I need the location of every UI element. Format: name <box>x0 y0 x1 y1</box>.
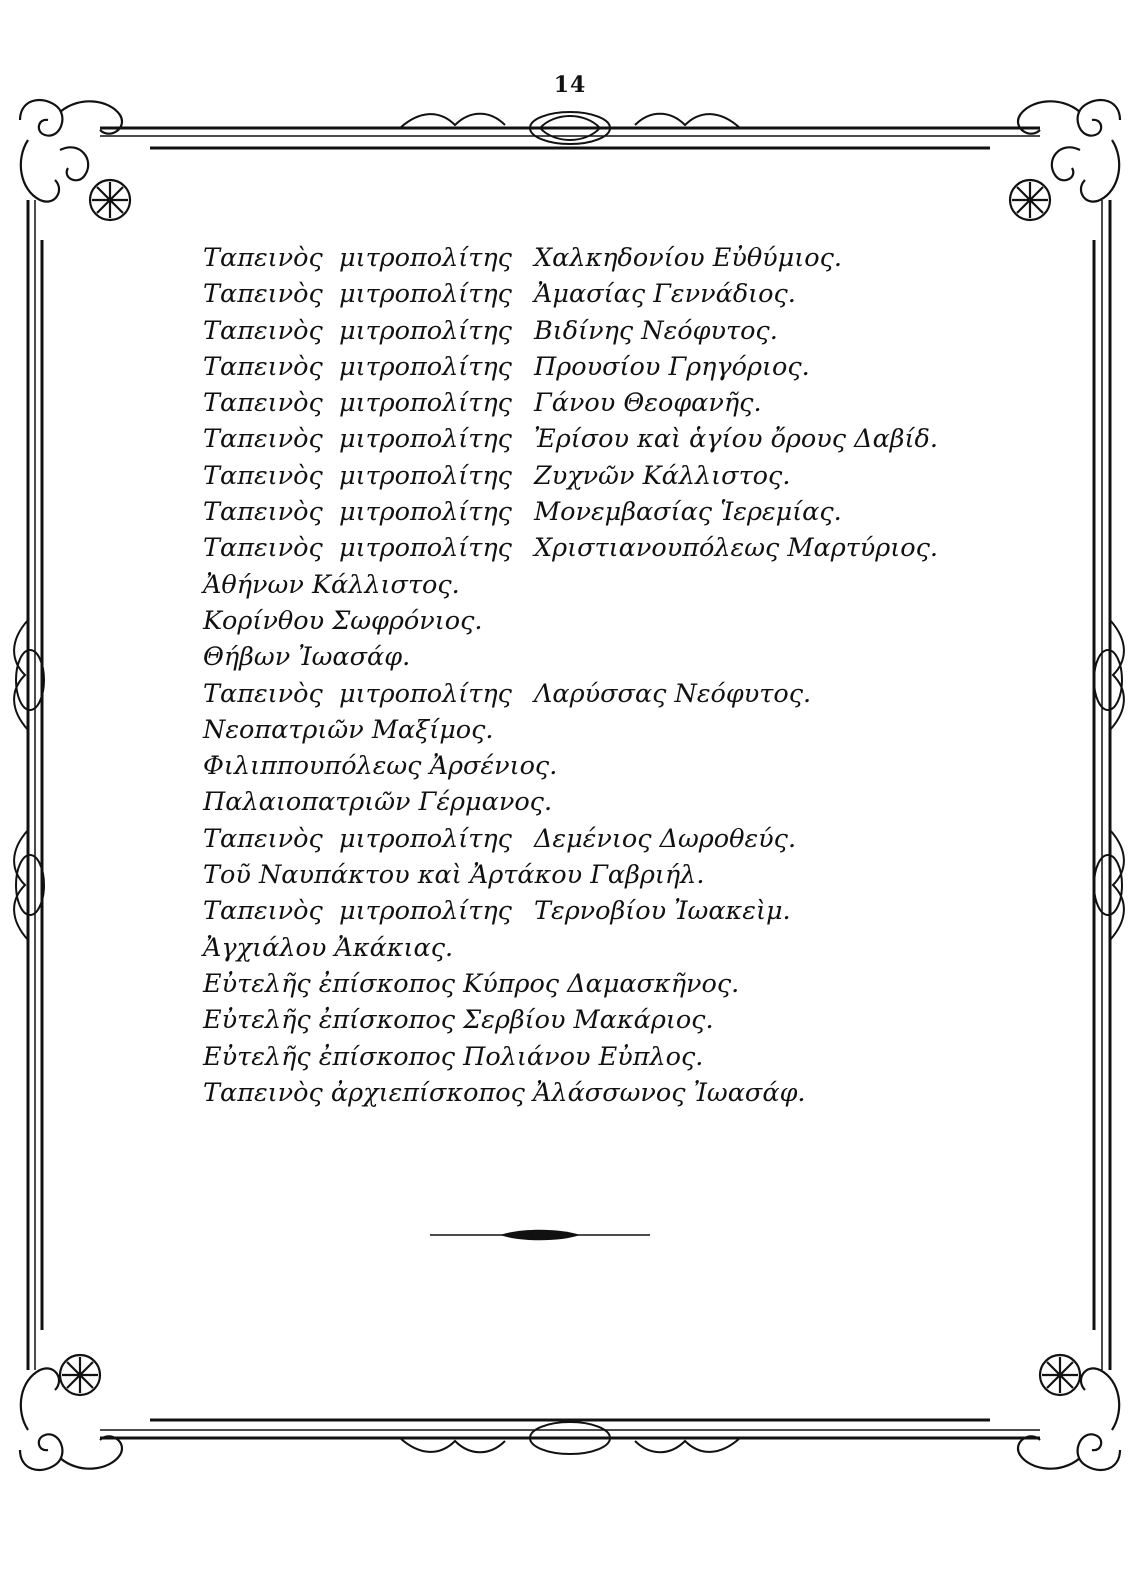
signatory-line <box>203 930 1003 966</box>
signatory-see-and-name: Ἐρίσου καὶ ἁγίου ὄρους Δαβίδ. <box>534 424 938 455</box>
signatory-epithet: Ταπεινὸς <box>203 351 323 382</box>
signatory-see-and-name: Ζυχνῶν Κάλλιστος. <box>534 460 791 491</box>
signatory-epithet: Ταπεινὸς <box>203 533 323 564</box>
signatory-line <box>203 240 1003 276</box>
corner-ornament-top-left <box>20 100 130 220</box>
signatory-text: Τοῦ Ναυπάκτου καὶ Ἀρτάκου Γαβριήλ. <box>203 860 705 891</box>
signatory-line <box>203 385 1003 421</box>
signatory-text: Εὐτελῆς ἐπίσκοπος Κύπρος Δαμασκῆνος. <box>203 968 740 999</box>
signatory-line <box>203 639 1003 675</box>
signatory-rank: μιτροπολίτης <box>339 388 512 419</box>
signatory-see-and-name: Βιδίνης Νεόφυτος. <box>534 315 778 346</box>
signatory-see-and-name: Μονεμβασίας Ἱερεμίας. <box>534 497 842 528</box>
signatory-text: Νεοπατριῶν Μαξίμος. <box>203 714 494 745</box>
right-center-ornament <box>1094 620 1124 940</box>
signatory-rank: μιτροπολίτης <box>339 351 512 382</box>
signatory-line <box>203 603 1003 639</box>
signatory-line <box>203 748 1003 784</box>
signatory-epithet: Ταπεινὸς <box>203 896 323 927</box>
signatory-rank: μιτροπολίτης <box>339 460 512 491</box>
page-number: 14 <box>553 72 587 98</box>
signatory-line <box>203 966 1003 1002</box>
signatory-see-and-name: Τερνοβίου Ἰωακεὶμ. <box>534 896 791 927</box>
signatory-text: Εὐτελῆς ἐπίσκοπος Σερβίου Μακάριος. <box>203 1005 714 1036</box>
signatory-see-and-name: Γάνου Θεοφανῆς. <box>534 388 762 419</box>
bottom-center-ornament <box>400 1422 740 1454</box>
signatory-line <box>203 712 1003 748</box>
signatory-epithet: Ταπεινὸς <box>203 497 323 528</box>
signatory-line <box>203 1075 1003 1111</box>
signatory-line <box>203 530 1003 566</box>
signatory-epithet: Ταπεινὸς <box>203 315 323 346</box>
signatory-rank: μιτροπολίτης <box>339 678 512 709</box>
signatory-rank: μιτροπολίτης <box>339 533 512 564</box>
signatory-epithet: Ταπεινὸς <box>203 678 323 709</box>
signatory-rank: μιτροπολίτης <box>339 279 512 310</box>
signatory-see-and-name: Χαλκηδονίου Εὐθύμιος. <box>534 243 842 273</box>
signatory-text: Ἀθήνων Κάλλιστος. <box>203 569 460 600</box>
signatory-line <box>203 313 1003 349</box>
signatory-rank: μιτροπολίτης <box>339 497 512 528</box>
signatory-text: Παλαιοπατριῶν Γέρμανος. <box>203 787 553 818</box>
signatory-see-and-name: Προυσίου Γρηγόριος. <box>534 351 810 382</box>
corner-ornament-top-right <box>1010 100 1120 220</box>
top-center-ornament <box>400 112 740 144</box>
signatory-line <box>203 676 1003 712</box>
signatory-list <box>203 240 1003 1111</box>
signatory-line <box>203 494 1003 530</box>
end-rule-ornament <box>430 1226 650 1244</box>
corner-ornament-bottom-right <box>1018 1355 1120 1470</box>
signatory-text: Εὐτελῆς ἐπίσκοπος Πολιάνου Εὐπλος. <box>203 1041 704 1072</box>
signatory-line <box>203 1002 1003 1038</box>
signatory-text: Θήβων Ἰωασάφ. <box>203 642 411 673</box>
signatory-rank: μιτροπολίτης <box>339 424 512 455</box>
signatory-rank: μιτροπολίτης <box>339 315 512 346</box>
signatory-epithet: Ταπεινὸς <box>203 823 323 854</box>
signatory-epithet: Ταπεινὸς <box>203 279 323 310</box>
signatory-epithet: Ταπεινὸς <box>203 424 323 455</box>
signatory-rank: μιτροπολίτης <box>339 896 512 927</box>
signatory-rank: μιτροπολίτης <box>339 823 512 854</box>
signatory-rank: μιτροπολίτης <box>339 243 512 273</box>
signatory-text: Ἀγχιάλου Ἀκάκιας. <box>203 932 454 963</box>
signatory-line <box>203 893 1003 929</box>
signatory-text: Φιλιππουπόλεως Ἀρσένιος. <box>203 751 558 782</box>
signatory-text: Κορίνθου Σωφρόνιος. <box>203 605 483 636</box>
signatory-line <box>203 458 1003 494</box>
signatory-see-and-name: Ἀμασίας Γεννάδιος. <box>534 279 796 310</box>
signatory-line <box>203 421 1003 457</box>
signatory-line <box>203 349 1003 385</box>
signatory-see-and-name: Χριστιανουπόλεως Μαρτύριος. <box>534 533 939 564</box>
signatory-epithet: Ταπεινὸς <box>203 460 323 491</box>
signatory-text: Ταπεινὸς ἀρχιεπίσκοπος Ἀλάσσωνος Ἰωασάφ. <box>203 1077 806 1108</box>
signatory-epithet: Ταπεινὸς <box>203 243 323 273</box>
signatory-line <box>203 784 1003 820</box>
left-center-ornament <box>14 620 44 940</box>
signatory-line <box>203 857 1003 893</box>
corner-ornament-bottom-left <box>20 1355 122 1470</box>
signatory-line <box>203 276 1003 312</box>
signatory-line <box>203 821 1003 857</box>
signatory-line <box>203 1039 1003 1075</box>
signatory-line <box>203 567 1003 603</box>
signatory-epithet: Ταπεινὸς <box>203 388 323 419</box>
signatory-see-and-name: Δεμένιος Δωροθεύς. <box>534 823 797 854</box>
signatory-see-and-name: Λαρύσσας Νεόφυτος. <box>534 678 812 709</box>
